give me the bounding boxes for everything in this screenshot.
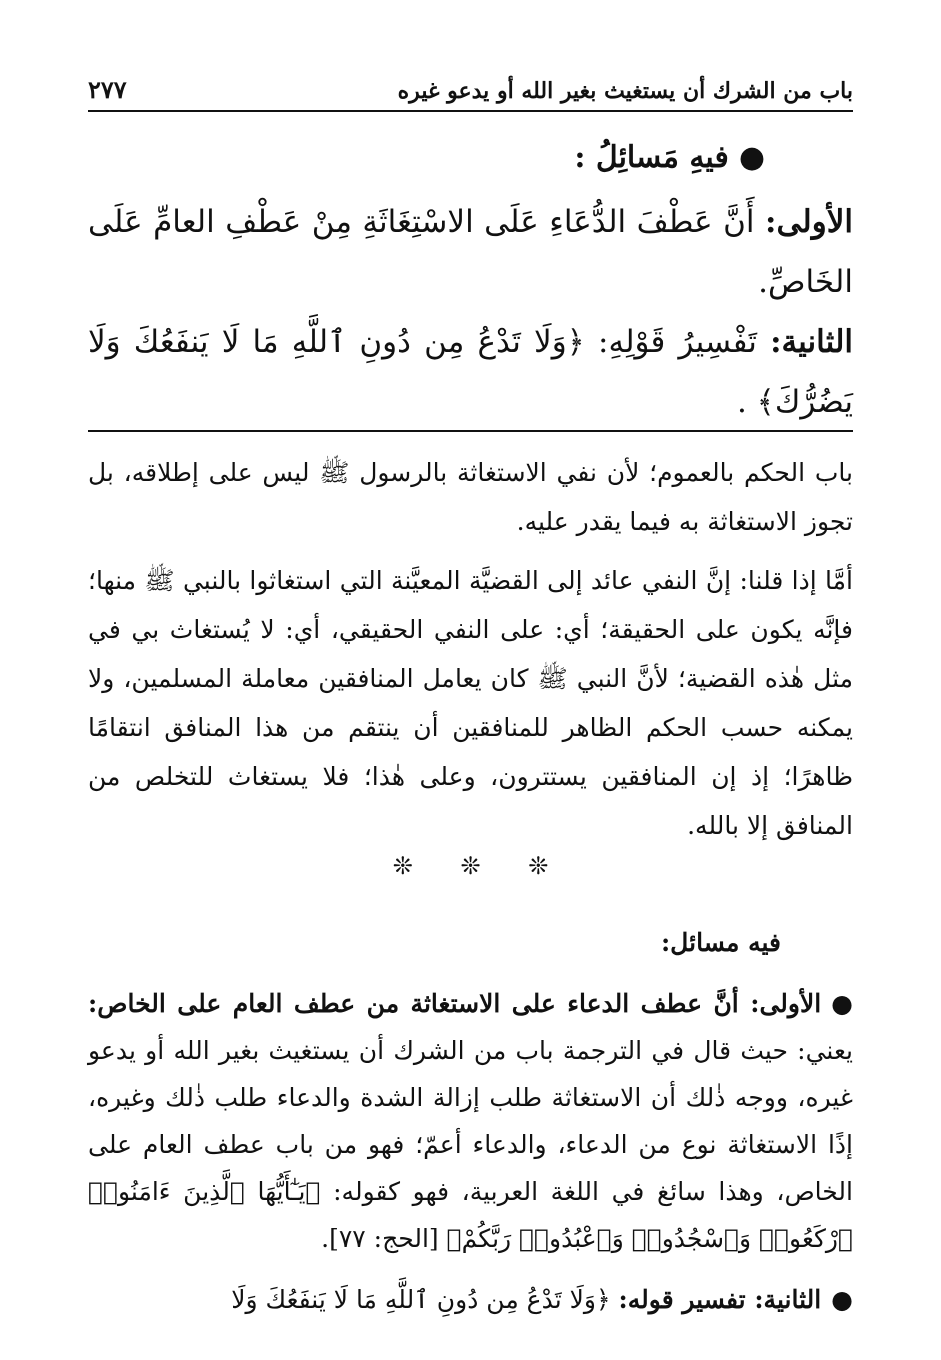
matn-item-2-text: تَفْسِيرُ قَوْلِهِ: ﴿وَلَا تَدْعُ مِن دُونِ ٱللَّهِ مَا لَا يَنفَعُكَ وَلَا يَضُرُّكَ﴾ .: [88, 324, 853, 420]
matn-item-1: [88, 192, 853, 312]
matn-item-2-label: الثانية:: [770, 324, 853, 360]
page-number: ٢٧٧: [88, 75, 127, 104]
matn-heading-text: فيهِ مَسائِلُ :: [574, 140, 729, 175]
question-2-text: [88, 1276, 853, 1323]
bullet-icon: ●: [738, 140, 765, 175]
question-1-text: [88, 980, 853, 1262]
page-header: [88, 56, 853, 112]
running-title: باب من الشرك أن يستغيث بغير الله أو يدعو غيره: [397, 78, 853, 104]
commentary-para-1: [88, 448, 853, 546]
question-1-label: الأولى: أنَّ عطف الدعاء على الاستغاثة من عطف العام على الخاص:: [88, 989, 822, 1018]
question-2-label: الثانية: تفسير قوله:: [618, 1285, 822, 1314]
matn-heading: [88, 140, 853, 175]
bullet-icon: ●: [831, 1285, 853, 1314]
matn-item-1-label: الأولى:: [765, 204, 853, 240]
bullet-icon: ●: [831, 989, 853, 1018]
star-ornament-icon: ❊: [460, 852, 481, 880]
star-ornament-icon: ❊: [392, 852, 413, 880]
section-separator: [0, 852, 941, 880]
footnote-divider: [88, 430, 853, 432]
matn-item-1-text: أَنَّ عَطْفَ الدُّعَاءِ عَلَى الاسْتِغَاثَةِ مِنْ عَطْفِ العامِّ عَلَى الخَاصِّ.: [88, 204, 853, 300]
question-1: [88, 980, 853, 1262]
question-2: [88, 1276, 853, 1323]
commentary-para-1-text: باب الحكم بالعموم؛ لأن نفي الاستغاثة بالرسول ﷺ ليس على إطلاقه، بل تجوز الاستغاثة به فيما يقدر عليه.: [88, 458, 853, 536]
commentary-para-2-text: أمَّا إذا قلنا: إنَّ النفي عائد إلى القضيَّة المعيَّنة التي استغاثوا بالنبي ﷺ منها؛ فإنَّه يكون على الحقيقة؛ أي: على النفي الحقيقي، أي: لا يُستغاث بي في مثل هٰذه القضية؛ لأنَّ النبي ﷺ كان يعامل المنافقين معاملة المسلمين، ولا يمكنه حسب الحكم الظاهر للمنافقين أن ينتقم من هذا المنافق انتقامًا ظاهرًا؛ إذ إن المنافقين يستترون، وعلى هٰذا؛ فلا يستغاث للتخلص من المنافق إلا بالله.: [88, 566, 853, 840]
question-2-body: ﴿وَلَا تَدْعُ مِن دُونِ ٱللَّهِ مَا لَا يَنفَعُكَ وَلَا: [231, 1285, 619, 1314]
question-1-body: يعني: حيث قال في الترجمة باب من الشرك أن يستغيث بغير الله أو يدعو غيره، ووجه ذٰلك أن الاستغاثة طلب إزالة الشدة والدعاء طلب ذٰلك وغيره، إذًا الاستغاثة نوع من الدعاء، والدعاء أعمّ؛ فهو من باب عطف العام على الخاص، وهذا سائغ في اللغة العربية، فهو كقوله: ﴿يَـٰٓأَيُّهَا ٱلَّذِينَ ءَامَنُوا۟ ٱرْكَعُوا۟ وَٱسْجُدُوا۟ وَٱعْبُدُوا۟ رَبَّكُمْ﴾ [الحج: ٧٧].: [88, 1036, 853, 1253]
matn-item-2: [88, 312, 853, 432]
star-ornament-icon: ❊: [528, 852, 549, 880]
commentary-para-2: [88, 556, 853, 850]
questions-heading: فيه مسائل:: [660, 928, 781, 957]
